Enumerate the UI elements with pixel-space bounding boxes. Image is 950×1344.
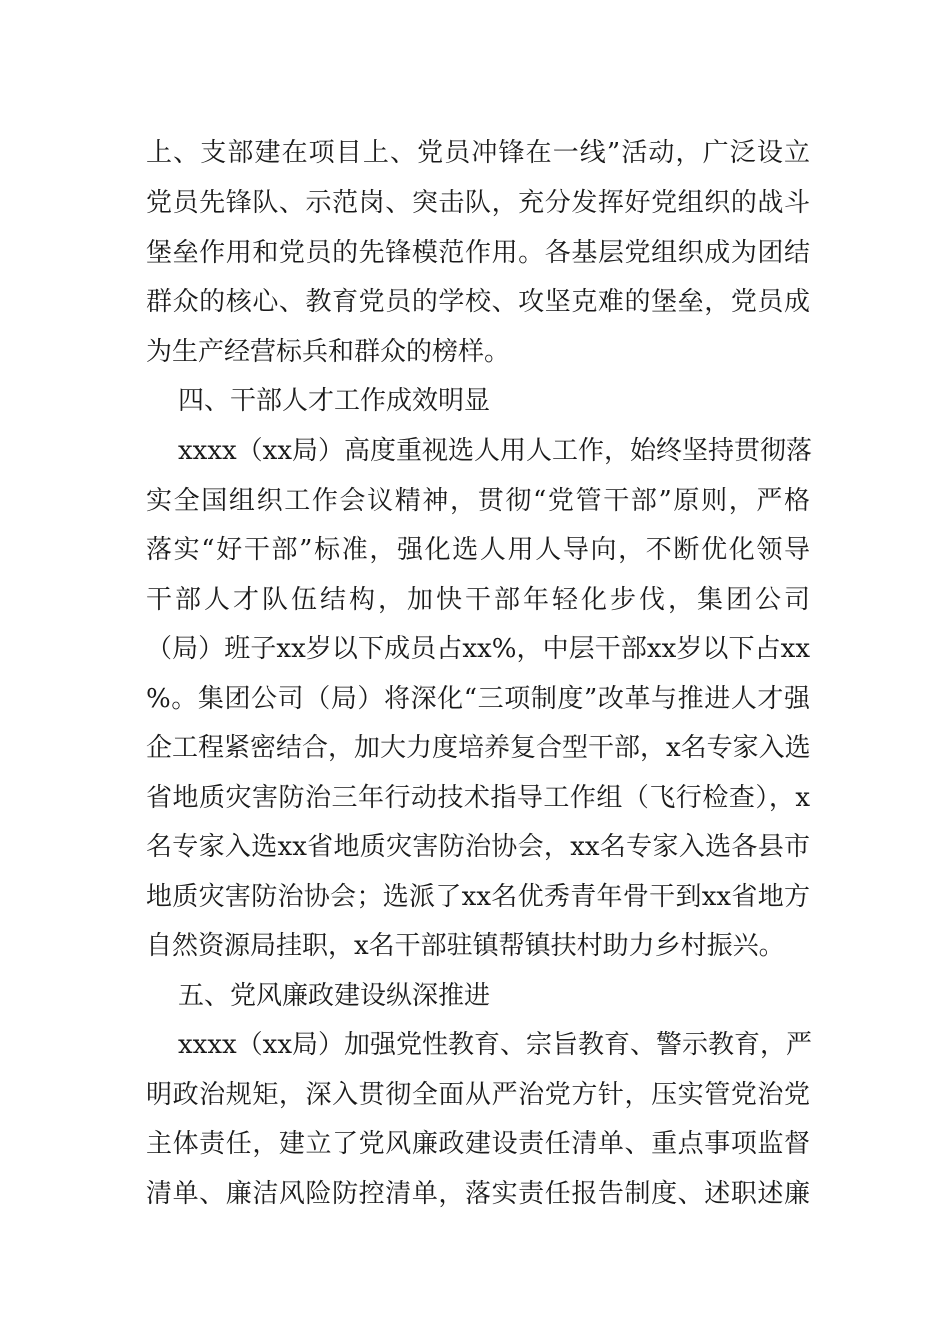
body-line: 落实“好干部”标准，强化选人用人导向，不断优化领导	[146, 535, 810, 565]
body-line: 实全国组织工作会议精神，贯彻“党管干部”原则，严格	[146, 486, 810, 516]
body-line: 党员先锋队、示范岗、突击队，充分发挥好党组织的战斗	[146, 188, 810, 218]
body-line: %。集团公司（局）将深化“三项制度”改革与推进人才强	[146, 684, 810, 714]
body-line: 上、支部建在项目上、党员冲锋在一线”活动，广泛设立	[146, 138, 810, 168]
body-line: 干部人才队伍结构，加快干部年轻化步伐，集团公司	[146, 585, 810, 615]
section-heading-4: 四、干部人才工作成效明显	[178, 386, 491, 416]
body-line: xxxx（xx局）高度重视选人用人工作，始终坚持贯彻落	[178, 436, 812, 466]
body-line: 清单、廉洁风险防控清单，落实责任报告制度、述职述廉	[146, 1179, 810, 1209]
body-line: 地质灾害防治协会；选派了xx名优秀青年骨干到xx省地方	[146, 882, 810, 912]
body-line: （局）班子xx岁以下成员占xx%，中层干部xx岁以下占xx	[146, 634, 810, 664]
body-line: 群众的核心、教育党员的学校、攻坚克难的堡垒，党员成	[146, 287, 810, 317]
section-heading-5: 五、党风廉政建设纵深推进	[178, 981, 491, 1011]
body-line: 堡垒作用和党员的先锋模范作用。各基层党组织成为团结	[146, 238, 810, 268]
body-line: 名专家入选xx省地质灾害防治协会，xx名专家入选各县市	[146, 832, 810, 862]
body-line: 为生产经营标兵和群众的榜样。	[146, 337, 511, 367]
body-line: 自然资源局挂职，x名干部驻镇帮镇扶村助力乡村振兴。	[146, 931, 785, 961]
body-line: xxxx（xx局）加强党性教育、宗旨教育、警示教育，严	[178, 1030, 812, 1060]
body-line: 省地质灾害防治三年行动技术指导工作组（飞行检查），x	[146, 783, 810, 813]
body-line: 企工程紧密结合，加大力度培养复合型干部，x名专家入选	[146, 733, 811, 763]
body-line: 明政治规矩，深入贯彻全面从严治党方针，压实管党治党	[146, 1080, 810, 1110]
body-line: 主体责任，建立了党风廉政建设责任清单、重点事项监督	[146, 1129, 810, 1159]
